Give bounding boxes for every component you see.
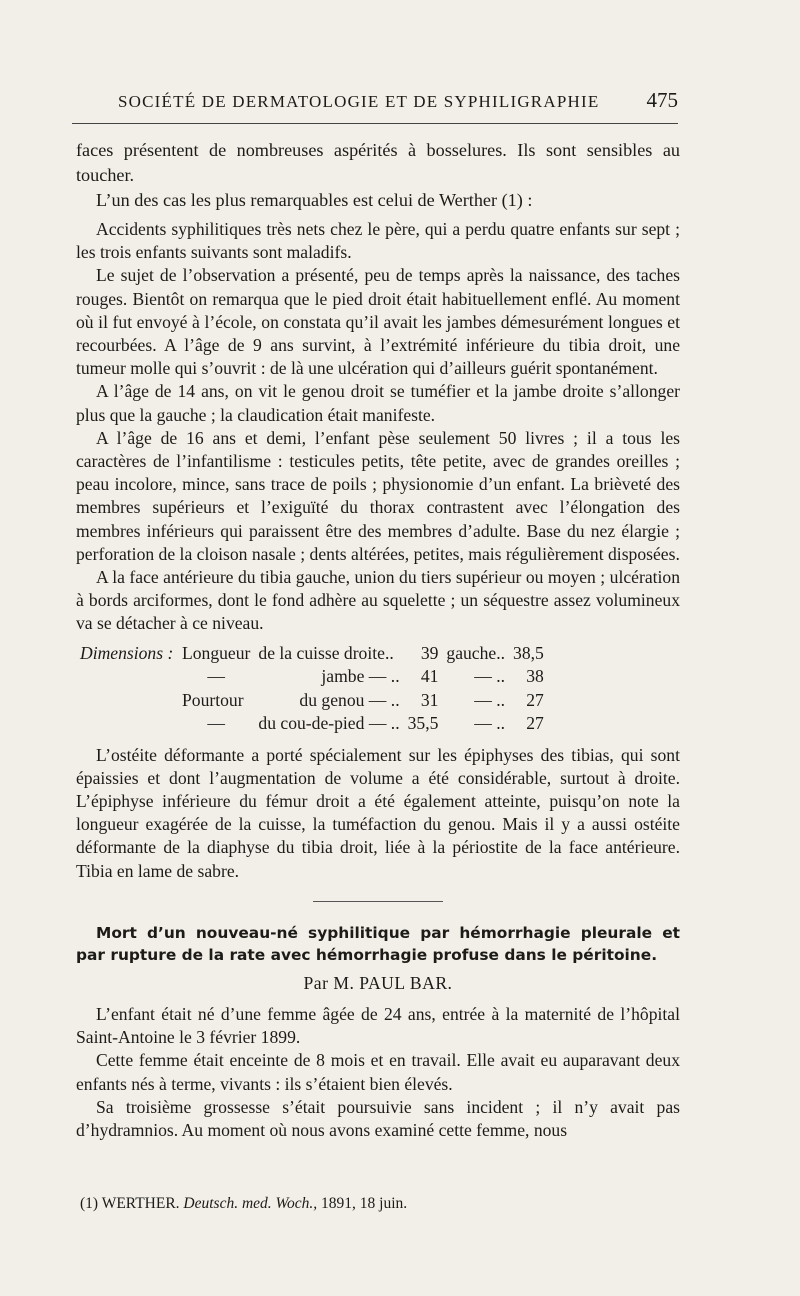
paragraph: faces présentent de nombreuses aspérités à bosselures. Ils sont sensibles au toucher. xyxy=(76,140,680,185)
table-cell: 38 xyxy=(526,666,544,687)
footnote-author: WERTHER. xyxy=(101,1195,180,1212)
table-cell: — xyxy=(207,666,225,687)
paragraph: Sa troisième grossesse s’était poursuivie sans incident ; il n’y avait pas d’hydramnios. Au moment où nous avons examiné cette femme, nous xyxy=(76,1096,680,1141)
paragraph: Le sujet de l’observation a présenté, peu de temps après la naissance, des taches rouges. Bientôt on remarqua que le pied droit était habituellement enflé. Au moment où il fut envoyé à l’école, on constata qu’il avait les jambes démesurément longues et recourbées. A l’âge de 9 ans survint, à l’extrémité inférieure du tibia droit, une tumeur molle qui s’ouvrit : de là une ulcération qui d’ailleurs guérit spontanément. xyxy=(76,265,680,379)
table-row xyxy=(76,665,548,689)
table-cell: — xyxy=(207,713,225,734)
footnote-date: 1891, 18 juin. xyxy=(321,1195,408,1212)
table-cell: — .. xyxy=(474,666,506,687)
section-separator xyxy=(313,901,443,902)
table-cell: gauche.. xyxy=(446,642,506,663)
table-row xyxy=(76,712,548,736)
running-header xyxy=(118,88,678,113)
footnote-journal: Deutsch. med. Woch., xyxy=(183,1195,318,1212)
table-row xyxy=(76,642,548,666)
table-row xyxy=(76,689,548,713)
dimensions-label: Dimensions : xyxy=(80,642,174,663)
paragraph: Accidents syphilitiques très nets chez le père, qui a perdu quatre enfants sur sept ; les trois enfants suivants sont maladifs. xyxy=(76,219,680,263)
body-text xyxy=(76,138,680,1142)
paragraph: L’ostéite déformante a porté spécialement sur les épiphyses des tibias, qui sont épaissies et dont l’augmentation de volume a été considérable, surtout à droite. L’épiphyse inférieure du fémur droit a été également atteinte, puisqu’on note la longueur exagérée de la cuisse, la tuméfaction du genou. Mais il y a aussi ostéite déformante de la diaphyse du tibia droit, liée à la périostite de la face antérieure. Tibia en lame de sabre. xyxy=(76,744,680,881)
page-number: 475 xyxy=(646,88,678,112)
table-cell: 38,5 xyxy=(513,642,544,663)
running-title: SOCIÉTÉ DE DERMATOLOGIE ET DE SYPHILIGRAPHIE xyxy=(118,92,600,111)
paragraph: L’un des cas les plus remarquables est celui de Werther (1) : xyxy=(96,190,533,210)
table-cell: 27 xyxy=(526,689,544,710)
table-cell: du cou-de-pied — .. xyxy=(258,713,400,734)
article-author: Par M. PAUL BAR. xyxy=(303,972,453,993)
table-cell: 35,5 xyxy=(407,713,439,734)
paragraph: Cette femme était enceinte de 8 mois et en travail. Elle avait eu auparavant deux enfants nés à terme, vivants : ils s’étaient bien élevés. xyxy=(76,1050,680,1094)
paragraph: L’enfant était né d’une femme âgée de 24 ans, entrée à la maternité de l’hôpital Saint-Antoine le 3 février 1899. xyxy=(76,1004,680,1048)
paragraph: A l’âge de 14 ans, on vit le genou droit se tuméfier et la jambe droite s’allonger plus que la gauche ; la claudication était manifeste. xyxy=(76,381,680,425)
dimensions-table xyxy=(76,642,548,736)
table-cell: — .. xyxy=(474,689,506,710)
table-cell: de la cuisse droite.. xyxy=(258,642,394,663)
footnote-marker: (1) xyxy=(80,1195,99,1212)
table-cell: du genou — .. xyxy=(299,689,400,710)
table-cell: 31 xyxy=(420,689,439,710)
table-cell: 27 xyxy=(526,713,544,734)
table-cell: 39 xyxy=(420,642,439,663)
table-cell: jambe — .. xyxy=(321,666,400,687)
article-title: Mort d’un nouveau-né syphilitique par hémorrhagie pleurale et par rupture de la rate avec hémorrhagie profuse dans le péritoine. xyxy=(76,923,680,964)
table-cell: Longueur xyxy=(182,642,251,663)
footnote xyxy=(80,1195,680,1213)
table-cell: 41 xyxy=(420,666,439,687)
paragraph: A la face antérieure du tibia gauche, union du tiers supérieur ou moyen ; ulcération à bords arciformes, dont le fond adhère au squelette ; un séquestre assez volumineux va se détacher à ce niveau. xyxy=(76,567,680,634)
table-cell: — .. xyxy=(474,713,506,734)
paragraph: A l’âge de 16 ans et demi, l’enfant pèse seulement 50 livres ; il a tous les caractères de l’infantilisme : testicules petits, tête petite, avec de grandes oreilles ; peau incolore, mince, sans trace de poils ; physionomie d’un enfant. La brièveté des membres supérieurs et l’exiguïté du thorax contrastent avec l’élongation des membres inférieurs qui paraissent être des membres d’adulte. Base du nez élargie ; perforation de la cloison nasale ; dents altérées, petites, mais régulièrement disposées. xyxy=(76,427,680,564)
table-cell: Pourtour xyxy=(182,689,244,710)
header-rule xyxy=(72,123,678,124)
